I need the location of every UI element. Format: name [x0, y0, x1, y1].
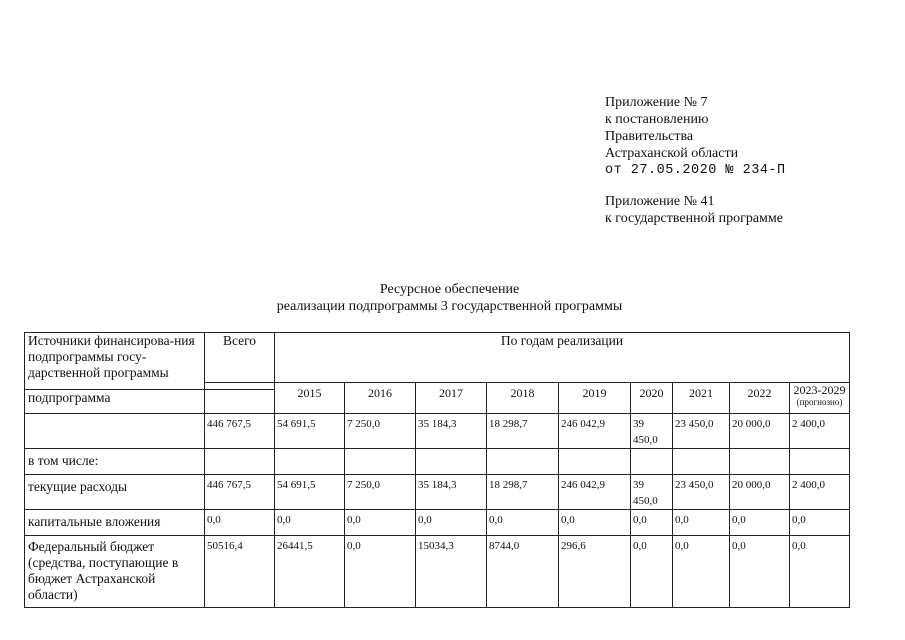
header-total-ext: [205, 383, 275, 390]
row-label: в том числе:: [25, 449, 205, 475]
cell-value: 0,0: [790, 510, 850, 536]
appendix-program: к государственной программе: [605, 211, 783, 226]
appendix-program-number: Приложение № 41: [605, 194, 715, 209]
year-2021: 2021: [673, 383, 730, 414]
cell-value: 0,0: [790, 536, 850, 608]
appendix-region: Астраханской области: [605, 146, 739, 161]
row-label: текущие расходы: [25, 475, 205, 510]
appendix-date-number: от 27.05.2020 № 234-П: [605, 163, 786, 178]
cell-value: 296,6: [559, 536, 631, 608]
cell-value: 54 691,5: [275, 475, 345, 510]
year-2017: 2017: [416, 383, 487, 414]
cell-value: 0,0: [673, 510, 730, 536]
cell-value: 54 691,5: [275, 414, 345, 449]
cell-value: 18 298,7: [487, 475, 559, 510]
cell-value: [275, 449, 345, 475]
year-2022: 2022: [730, 383, 790, 414]
cell-value: 246 042,9: [559, 475, 631, 510]
year-2023-2029: [790, 383, 850, 414]
cell-value: 0,0: [673, 536, 730, 608]
cell-value: 0,0: [416, 510, 487, 536]
document-title: Ресурсное обеспечение: [379, 282, 520, 297]
subprogram-total-empty: [205, 390, 275, 414]
row-label-subprogram: подпрограмма: [25, 390, 205, 414]
resource-table: [24, 332, 850, 608]
cell-value: 246 042,9: [559, 414, 631, 449]
cell-value: 35 184,3: [416, 414, 487, 449]
row-total: [205, 449, 275, 475]
cell-value: [487, 449, 559, 475]
header-source: Источники финансирова-ния подпрограммы госу-дарственной программы: [25, 333, 205, 390]
year-2016: 2016: [345, 383, 416, 414]
cell-value: 23 450,0: [673, 414, 730, 449]
cell-value: 2 400,0: [790, 414, 850, 449]
cell-value: [345, 449, 416, 475]
cell-value: 0,0: [730, 536, 790, 608]
year-2015: 2015: [275, 383, 345, 414]
cell-value: 20 000,0: [730, 414, 790, 449]
cell-value: 39 450,0: [631, 414, 673, 449]
appendix-number: Приложение № 7: [605, 95, 708, 110]
row-label: [25, 414, 205, 449]
cell-value: 2 400,0: [790, 475, 850, 510]
row-label: капитальные вложения: [25, 510, 205, 536]
cell-value: 0,0: [631, 536, 673, 608]
cell-value: 35 184,3: [416, 475, 487, 510]
cell-value: [559, 449, 631, 475]
row-total: 446 767,5: [205, 475, 275, 510]
cell-value: [790, 449, 850, 475]
table-row: [25, 510, 850, 536]
cell-value: 0,0: [275, 510, 345, 536]
cell-value: [631, 449, 673, 475]
cell-value: [673, 449, 730, 475]
cell-value: 0,0: [730, 510, 790, 536]
cell-value: 15034,3: [416, 536, 487, 608]
table-row: [25, 475, 850, 510]
cell-value: 0,0: [345, 510, 416, 536]
document-subtitle: реализации подпрограммы 3 государственной программы: [276, 299, 623, 314]
cell-value: 0,0: [559, 510, 631, 536]
table-row: [25, 449, 850, 475]
cell-value: 20 000,0: [730, 475, 790, 510]
table-row: [25, 536, 850, 608]
row-label: Федеральный бюджет (средства, поступающие в бюджет Астраханской области): [25, 536, 205, 608]
table-row: [25, 414, 850, 449]
cell-value: 23 450,0: [673, 475, 730, 510]
cell-value: 0,0: [631, 510, 673, 536]
cell-value: 18 298,7: [487, 414, 559, 449]
cell-value: 39 450,0: [631, 475, 673, 510]
cell-value: 7 250,0: [345, 414, 416, 449]
appendix-block: [605, 94, 786, 227]
header-years: По годам реализации: [275, 333, 850, 383]
header-total: Всего: [205, 333, 275, 383]
year-range-label: 2023-2029: [793, 383, 846, 397]
cell-value: 7 250,0: [345, 475, 416, 510]
cell-value: [730, 449, 790, 475]
cell-value: 0,0: [345, 536, 416, 608]
year-2020: 2020: [631, 383, 673, 414]
appendix-resolution: к постановлению: [605, 112, 709, 127]
cell-value: [416, 449, 487, 475]
appendix-government: Правительства: [605, 129, 694, 144]
cell-value: 0,0: [487, 510, 559, 536]
cell-value: 26441,5: [275, 536, 345, 608]
cell-value: 8744,0: [487, 536, 559, 608]
year-2018: 2018: [487, 383, 559, 414]
row-total: 50516,4: [205, 536, 275, 608]
row-total: 446 767,5: [205, 414, 275, 449]
year-2019: 2019: [559, 383, 631, 414]
row-total: 0,0: [205, 510, 275, 536]
forecast-note: (прогнозно): [796, 397, 843, 407]
